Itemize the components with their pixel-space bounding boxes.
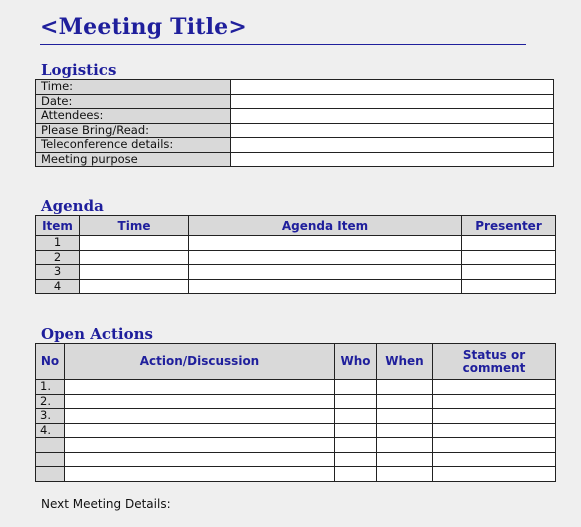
table-row [36,380,556,395]
when-cell[interactable] [377,380,433,395]
agenda-header-row [36,216,556,236]
action-cell[interactable] [65,467,335,482]
logistics-label-bring-read: Please Bring/Read: [36,123,231,138]
table-row [36,394,556,409]
table-row [36,109,554,124]
title-underline [40,44,526,45]
when-cell[interactable] [377,409,433,424]
who-cell[interactable] [335,380,377,395]
actions-col-status: Status or comment [433,344,556,380]
table-row [36,452,556,467]
logistics-value-teleconference[interactable] [231,138,554,153]
agenda-col-presenter: Presenter [462,216,556,236]
agenda-item-number: 1 [36,236,80,251]
agenda-col-agenda-item: Agenda Item [189,216,462,236]
table-row [36,467,556,482]
when-cell[interactable] [377,394,433,409]
who-cell[interactable] [335,423,377,438]
actions-col-who: Who [335,344,377,380]
action-number: 4. [36,423,65,438]
actions-col-when: When [377,344,433,380]
open-actions-heading: Open Actions [41,325,153,343]
action-cell[interactable] [65,452,335,467]
status-cell[interactable] [433,409,556,424]
logistics-label-time: Time: [36,80,231,95]
action-number [36,438,65,453]
table-row [36,236,556,251]
logistics-label-teleconference: Teleconference details: [36,138,231,153]
logistics-label-purpose: Meeting purpose [36,152,231,167]
agenda-table [35,215,556,294]
actions-col-action: Action/Discussion [65,344,335,380]
table-row [36,438,556,453]
table-row [36,80,554,95]
action-number [36,467,65,482]
agenda-item-number: 3 [36,265,80,280]
table-row [36,265,556,280]
logistics-label-attendees: Attendees: [36,109,231,124]
action-cell[interactable] [65,438,335,453]
logistics-value-bring-read[interactable] [231,123,554,138]
table-row [36,279,556,294]
when-cell[interactable] [377,438,433,453]
who-cell[interactable] [335,409,377,424]
open-actions-table [35,343,556,482]
status-cell[interactable] [433,467,556,482]
status-cell[interactable] [433,423,556,438]
agenda-presenter-cell[interactable] [462,250,556,265]
page-title: <Meeting Title> [40,14,248,40]
action-cell[interactable] [65,423,335,438]
agenda-item-number: 2 [36,250,80,265]
logistics-value-date[interactable] [231,94,554,109]
action-cell[interactable] [65,380,335,395]
table-row [36,138,554,153]
logistics-label-date: Date: [36,94,231,109]
agenda-presenter-cell[interactable] [462,236,556,251]
actions-col-no: No [36,344,65,380]
agenda-heading: Agenda [41,197,104,215]
agenda-time-cell[interactable] [80,250,189,265]
agenda-presenter-cell[interactable] [462,279,556,294]
action-number: 2. [36,394,65,409]
when-cell[interactable] [377,452,433,467]
table-row [36,94,554,109]
table-row [36,250,556,265]
table-row [36,123,554,138]
action-cell[interactable] [65,409,335,424]
agenda-item-cell[interactable] [189,265,462,280]
action-number: 3. [36,409,65,424]
logistics-heading: Logistics [41,61,117,79]
status-cell[interactable] [433,438,556,453]
actions-header-row [36,344,556,380]
when-cell[interactable] [377,467,433,482]
status-cell[interactable] [433,452,556,467]
logistics-table [35,79,554,167]
logistics-value-attendees[interactable] [231,109,554,124]
action-number: 1. [36,380,65,395]
who-cell[interactable] [335,452,377,467]
logistics-value-time[interactable] [231,80,554,95]
status-cell[interactable] [433,380,556,395]
table-row [36,409,556,424]
action-number [36,452,65,467]
who-cell[interactable] [335,438,377,453]
agenda-time-cell[interactable] [80,279,189,294]
agenda-item-cell[interactable] [189,279,462,294]
agenda-item-cell[interactable] [189,236,462,251]
agenda-item-number: 4 [36,279,80,294]
agenda-col-time: Time [80,216,189,236]
next-meeting-label: Next Meeting Details: [41,497,171,511]
who-cell[interactable] [335,394,377,409]
table-row [36,152,554,167]
agenda-presenter-cell[interactable] [462,265,556,280]
who-cell[interactable] [335,467,377,482]
when-cell[interactable] [377,423,433,438]
action-cell[interactable] [65,394,335,409]
table-row [36,423,556,438]
agenda-col-item: Item [36,216,80,236]
logistics-value-purpose[interactable] [231,152,554,167]
status-cell[interactable] [433,394,556,409]
agenda-item-cell[interactable] [189,250,462,265]
agenda-time-cell[interactable] [80,236,189,251]
agenda-time-cell[interactable] [80,265,189,280]
